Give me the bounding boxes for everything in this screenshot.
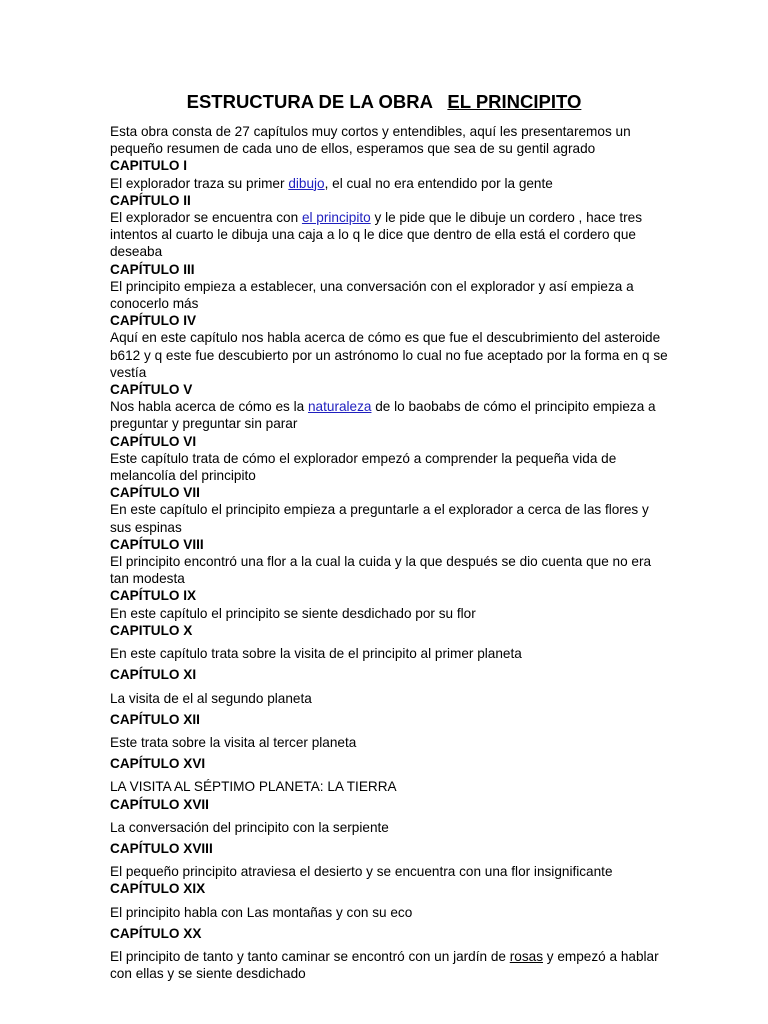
title-main: ESTRUCTURA DE LA OBRA [186, 91, 433, 112]
chapter-heading: CAPÍTULO IV [110, 313, 197, 329]
chapter-summary: La visita de el al segundo planeta [110, 690, 312, 706]
chapter-summary: La conversación del principito con la serpiente [110, 819, 389, 835]
chapter-heading: CAPITULO X [110, 622, 193, 638]
title-book: EL PRINCIPITO [447, 91, 582, 112]
chapter-summary: Nos habla acerca de cómo es la naturaleza de lo baobabs de cómo el principito empieza a preguntar y preguntar sin parar [110, 399, 656, 432]
chapter-summary: El principito empieza a establecer, una conversación con el explorador y así empieza a conocerlo más [110, 278, 634, 312]
chapter-heading: CAPÍTULO II [110, 192, 191, 208]
chapter-summary: LA VISITA AL SÉPTIMO PLANETA: LA TIERRA [110, 779, 397, 795]
chapter-summary: El pequeño principito atraviesa el desierto y se encuentra con una flor insignificante [110, 864, 613, 880]
chapter-summary: En este capítulo el principito se siente desdichado por su flor [110, 605, 476, 621]
chapter-heading: CAPÍTULO XVI [110, 756, 206, 772]
chapter-heading: CAPÍTULO IX [110, 588, 197, 604]
chapter-summary: Este trata sobre la visita al tercer planeta [110, 734, 357, 750]
intro-paragraph: Esta obra consta de 27 capítulos muy cortos y entendibles, aquí les presentaremos un pequeño resumen de cada uno de ellos, esperamos que sea de su gentil agrado [110, 124, 631, 157]
underlined-word-rosas: rosas [509, 948, 543, 964]
chapter-heading: CAPITULO I [110, 158, 188, 174]
chapter-summary: En este capítulo trata sobre la visita de el principito al primer planeta [110, 646, 522, 662]
chapter-heading: CAPÍTULO III [110, 261, 195, 277]
page-title [0, 91, 768, 113]
chapter-summary: El explorador se encuentra con el principito y le pide que le dibuje un cordero , hace tres intentos al cuarto le dibuja una caja a lo q le dice que dentro de ella está el cordero que deseaba [110, 210, 643, 260]
link-naturaleza[interactable]: naturaleza [307, 399, 372, 415]
chapter-summary: El explorador traza su primer dibujo, el cual no era entendido por la gente [110, 175, 553, 191]
chapter-summary: En este capítulo el principito empieza a preguntarle a el explorador a cerca de las flores y sus espinas [110, 502, 649, 535]
chapter-summary: El principito habla con Las montañas y con su eco [110, 904, 413, 920]
chapter-heading: CAPÍTULO VIII [110, 536, 204, 552]
chapter-heading: CAPÍTULO XVIII [110, 840, 213, 856]
chapter-heading: CAPÍTULO VI [110, 433, 197, 449]
chapter-summary: Este capítulo trata de cómo el explorador empezó a comprender la pequeña vida de melancolía del principito [110, 450, 617, 484]
chapter-heading: CAPÍTULO VII [110, 485, 200, 501]
chapter-summary: El principito de tanto y tanto caminar se encontró con un jardín de rosas y empezó a hablar con ellas y se siente desdichado [110, 948, 659, 982]
link-dibujo[interactable]: dibujo [288, 175, 325, 191]
chapter-heading: CAPÍTULO XX [110, 925, 202, 941]
chapter-heading: CAPÍTULO XII [110, 711, 200, 727]
link-el-principito[interactable]: el principito [301, 210, 371, 226]
chapter-heading: CAPÍTULO V [110, 382, 193, 398]
document-body [110, 123, 670, 982]
chapter-heading: CAPÍTULO XVII [110, 796, 209, 812]
chapter-summary: Aquí en este capítulo nos habla acerca de cómo es que fue el descubrimiento del asteroide b612 y q este fue descubierto por un astrónomo lo cual no fue aceptado por la forma en q se vestía [110, 330, 668, 380]
chapter-heading: CAPÍTULO XIX [110, 881, 206, 897]
chapter-summary: El principito encontró una flor a la cual la cuida y la que después se dio cuenta que no era tan modesta [110, 554, 652, 587]
chapter-heading: CAPÍTULO XI [110, 667, 197, 683]
